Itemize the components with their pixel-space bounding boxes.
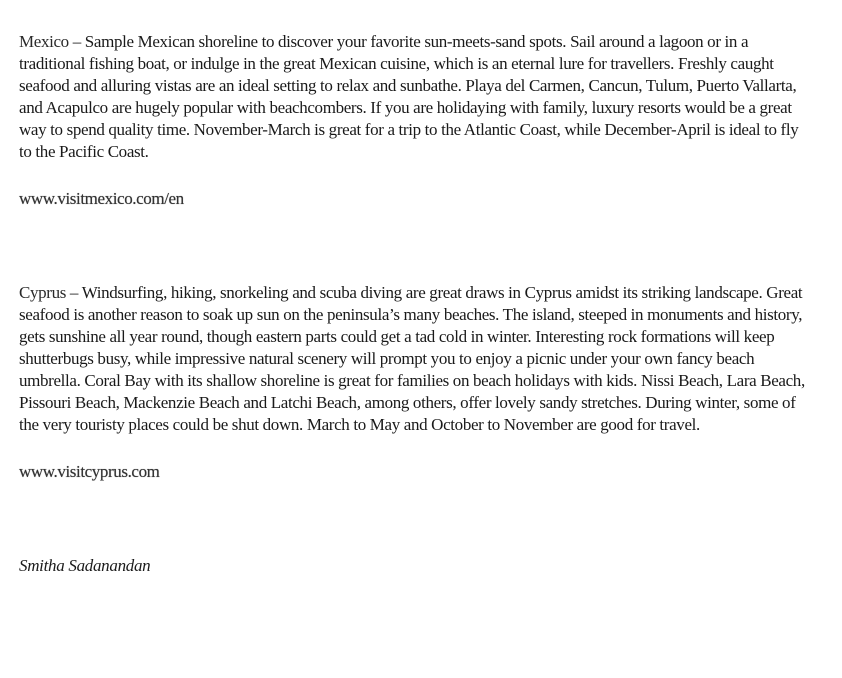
mexico-website-link[interactable]: www.visitmexico.com/en: [19, 189, 184, 208]
author-byline: Smitha Sadanandan: [19, 556, 151, 575]
section-divider-space: [19, 210, 809, 282]
author-divider-space: [19, 483, 809, 555]
cyprus-place-name: Cyprus: [19, 283, 67, 302]
mexico-paragraph: [19, 31, 809, 163]
article-body: [19, 31, 809, 577]
mexico-separator: –: [68, 32, 85, 51]
cyprus-separator: –: [66, 283, 82, 302]
cyprus-paragraph: [19, 282, 809, 436]
mexico-description: Sample Mexican shoreline to discover your favorite sun-meets-sand spots. Sail around a lagoon or in a traditional fishing boat, or indulge in the great Mexican cuisine, which is an eternal lure for travellers. Freshly caught seafood and alluring vistas are an ideal setting to relax and sunbathe. Playa del Carmen, Cancun, Tulum, Puerto Vallarta, and Acapulco are hugely popular with beachcombers. If you are holidaying with family, luxury resorts would be a great way to spend quality time. November-March is great for a trip to the Atlantic Coast, while December-April is ideal to fly to the Pacific Coast.: [19, 32, 799, 161]
mexico-place-name: Mexico: [19, 32, 69, 51]
cyprus-website-link[interactable]: www.visitcyprus.com: [19, 462, 160, 481]
cyprus-description: Windsurfing, hiking, snorkeling and scuba diving are great draws in Cyprus amidst its striking landscape. Great seafood is another reason to soak up sun on the peninsula’s many beaches. The island, steeped in monuments and history, gets sunshine all year round, though eastern parts could get a tad cold in winter. Interesting rock formations will keep shutterbugs busy, while impressive natural scenery will prompt you to enjoy a picnic under your own fancy beach umbrella. Coral Bay with its shallow shoreline is great for families on beach holidays with kids. Nissi Beach, Lara Beach, Pissouri Beach, Mackenzie Beach and Latchi Beach, among others, offer lovely sandy stretches. During winter, some of the very touristy places could be shut down. March to May and October to November are good for travel.: [19, 283, 805, 434]
